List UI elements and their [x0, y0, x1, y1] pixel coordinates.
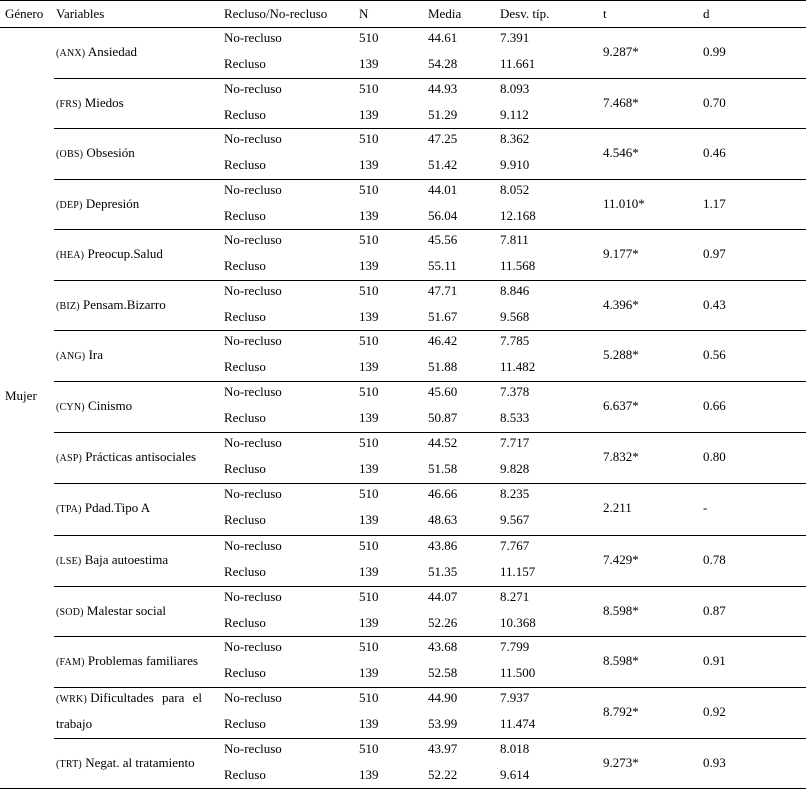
desv-value: 8.362 [500, 131, 530, 146]
group-label: Recluso [224, 359, 266, 374]
n-value: 510 [359, 435, 379, 450]
variable-label [56, 690, 202, 707]
n-value: 510 [359, 30, 379, 45]
genero-value: Mujer [5, 388, 37, 403]
table-bottom-rule [0, 788, 806, 789]
media-value: 43.68 [428, 639, 458, 654]
media-value: 53.99 [428, 716, 458, 731]
variable-name: Negat. al tratamiento [85, 755, 195, 770]
variable-name: Pdad.Tipo A [84, 500, 151, 515]
media-value: 44.52 [428, 435, 458, 450]
t-value: 8.598* [603, 653, 639, 668]
n-value: 139 [359, 359, 379, 374]
row-divider [54, 78, 806, 79]
t-value: 6.637* [603, 398, 639, 413]
d-value: 0.66 [703, 398, 726, 413]
variable-label [56, 44, 137, 61]
group-label: Recluso [224, 767, 266, 782]
group-label: Recluso [224, 258, 266, 273]
desv-value: 8.846 [500, 283, 530, 298]
n-value: 139 [359, 208, 379, 223]
media-value: 50.87 [428, 410, 458, 425]
variable-abbr: (SOD) [56, 607, 84, 618]
media-value: 44.90 [428, 690, 458, 705]
t-value: 7.468* [603, 95, 639, 110]
group-label: No-recluso [224, 283, 282, 298]
variable-label [56, 347, 103, 364]
media-value: 47.25 [428, 131, 458, 146]
n-value: 139 [359, 157, 379, 172]
desv-value: 8.093 [500, 81, 530, 96]
variable-abbr: (TRT) [56, 759, 82, 770]
group-label: Recluso [224, 309, 266, 324]
header-d: d [703, 6, 710, 21]
group-label: No-recluso [224, 435, 282, 450]
variable-abbr: (BIZ) [56, 301, 80, 312]
t-value: 11.010* [603, 196, 645, 211]
media-value: 48.63 [428, 512, 458, 527]
row-divider [54, 687, 806, 688]
group-label: No-recluso [224, 589, 282, 604]
table-top-rule [0, 0, 806, 1]
group-label: Recluso [224, 208, 266, 223]
group-label: No-recluso [224, 384, 282, 399]
n-value: 510 [359, 486, 379, 501]
row-divider [54, 738, 806, 739]
header-desv: Desv. típ. [500, 6, 550, 21]
media-value: 46.66 [428, 486, 458, 501]
desv-value: 7.785 [500, 333, 530, 348]
d-value: 0.92 [703, 704, 726, 719]
variable-name: Malestar social [86, 603, 166, 618]
header-variables: Variables [56, 6, 105, 21]
variable-abbr: (WRK) [56, 694, 87, 705]
group-label: No-recluso [224, 486, 282, 501]
variable-abbr: (FAM) [56, 657, 85, 668]
group-label: No-recluso [224, 232, 282, 247]
n-value: 510 [359, 538, 379, 553]
desv-value: 11.482 [500, 359, 536, 374]
group-label: Recluso [224, 56, 266, 71]
media-value: 52.22 [428, 767, 458, 782]
n-value: 139 [359, 309, 379, 324]
t-value: 8.598* [603, 603, 639, 618]
media-value: 46.42 [428, 333, 458, 348]
variable-abbr: (ASP) [56, 453, 83, 464]
n-value: 139 [359, 767, 379, 782]
variable-abbr: (DEP) [56, 200, 83, 211]
media-value: 45.56 [428, 232, 458, 247]
media-value: 51.88 [428, 359, 458, 374]
n-value: 510 [359, 384, 379, 399]
desv-value: 8.018 [500, 741, 530, 756]
group-label: No-recluso [224, 333, 282, 348]
variable-label [56, 500, 150, 517]
desv-value: 11.500 [500, 665, 536, 680]
group-label: Recluso [224, 410, 266, 425]
d-value: 0.87 [703, 603, 726, 618]
group-label: No-recluso [224, 690, 282, 705]
variable-label [56, 755, 195, 772]
n-value: 510 [359, 81, 379, 96]
group-label: No-recluso [224, 131, 282, 146]
n-value: 510 [359, 232, 379, 247]
variable-label [56, 552, 168, 569]
n-value: 510 [359, 589, 379, 604]
variable-name: Problemas familiares [87, 653, 198, 668]
header-rule [0, 27, 806, 28]
media-value: 47.71 [428, 283, 458, 298]
group-label: Recluso [224, 564, 266, 579]
variable-name: Cinismo [88, 398, 133, 413]
desv-value: 9.568 [500, 309, 530, 324]
t-value: 9.177* [603, 246, 639, 261]
t-value: 4.546* [603, 145, 639, 160]
variable-label [56, 246, 163, 263]
media-value: 43.86 [428, 538, 458, 553]
row-divider [54, 179, 806, 180]
desv-value: 10.368 [500, 615, 536, 630]
desv-value: 12.168 [500, 208, 536, 223]
row-divider [54, 636, 806, 637]
group-label: Recluso [224, 512, 266, 527]
d-value: 1.17 [703, 196, 726, 211]
media-value: 55.11 [428, 258, 457, 273]
media-value: 52.26 [428, 615, 458, 630]
d-value: 0.80 [703, 449, 726, 464]
media-value: 51.58 [428, 461, 458, 476]
header-t: t [603, 6, 607, 21]
desv-value: 7.937 [500, 690, 530, 705]
group-label: No-recluso [224, 538, 282, 553]
desv-value: 9.567 [500, 512, 530, 527]
variable-name: Obsesión [86, 145, 135, 160]
media-value: 51.35 [428, 564, 458, 579]
n-value: 510 [359, 639, 379, 654]
group-label: Recluso [224, 615, 266, 630]
desv-value: 8.271 [500, 589, 530, 604]
n-value: 510 [359, 283, 379, 298]
n-value: 139 [359, 512, 379, 527]
variable-name-continued: trabajo [56, 716, 93, 731]
media-value: 44.07 [428, 589, 458, 604]
variable-name: Ansiedad [87, 44, 137, 59]
n-value: 139 [359, 461, 379, 476]
media-value: 54.28 [428, 56, 458, 71]
header-genero: Género [5, 6, 44, 21]
desv-value: 7.378 [500, 384, 530, 399]
desv-value: 9.112 [500, 107, 529, 122]
media-value: 56.04 [428, 208, 458, 223]
d-value: 0.70 [703, 95, 726, 110]
variable-abbr: (FRS) [56, 99, 82, 110]
variable-name: Depresión [85, 196, 140, 211]
media-value: 44.61 [428, 30, 458, 45]
t-value: 5.288* [603, 347, 639, 362]
media-value: 51.29 [428, 107, 458, 122]
group-label: Recluso [224, 665, 266, 680]
variable-label [56, 603, 166, 620]
n-value: 510 [359, 131, 379, 146]
n-value: 510 [359, 741, 379, 756]
variable-name: Prácticas antisociales [85, 449, 197, 464]
d-value: 0.97 [703, 246, 726, 261]
header-n: N [359, 6, 369, 21]
row-divider [54, 483, 806, 484]
media-value: 44.93 [428, 81, 458, 96]
desv-value: 7.391 [500, 30, 530, 45]
t-value: 7.429* [603, 552, 639, 567]
t-value: 9.287* [603, 44, 639, 59]
desv-value: 7.767 [500, 538, 530, 553]
variable-abbr: (HEA) [56, 250, 85, 261]
n-value: 139 [359, 716, 379, 731]
n-value: 139 [359, 410, 379, 425]
row-divider [54, 128, 806, 129]
group-label: No-recluso [224, 639, 282, 654]
variable-abbr: (TPA) [56, 504, 82, 515]
variable-label [56, 196, 139, 213]
variable-abbr: (OBS) [56, 149, 84, 160]
t-value: 8.792* [603, 704, 639, 719]
n-value: 139 [359, 56, 379, 71]
header-media: Media [428, 6, 462, 21]
desv-value: 7.811 [500, 232, 529, 247]
d-value: 0.99 [703, 44, 726, 59]
variable-abbr: (ANG) [56, 351, 86, 362]
desv-value: 11.474 [500, 716, 536, 731]
desv-value: 9.828 [500, 461, 530, 476]
variable-label [56, 653, 198, 670]
desv-value: 8.052 [500, 182, 530, 197]
d-value: - [703, 500, 708, 515]
n-value: 139 [359, 107, 379, 122]
desv-value: 11.568 [500, 258, 536, 273]
d-value: 0.93 [703, 755, 726, 770]
group-label: No-recluso [224, 741, 282, 756]
desv-value: 8.235 [500, 486, 530, 501]
n-value: 510 [359, 333, 379, 348]
group-label: No-recluso [224, 30, 282, 45]
desv-value: 11.157 [500, 564, 536, 579]
variable-abbr: (ANX) [56, 48, 86, 59]
n-value: 510 [359, 182, 379, 197]
variable-name: Dificultades para el [90, 690, 203, 705]
d-value: 0.46 [703, 145, 726, 160]
media-value: 45.60 [428, 384, 458, 399]
variable-abbr: (CYN) [56, 402, 85, 413]
n-value: 139 [359, 665, 379, 680]
group-label: Recluso [224, 716, 266, 731]
group-label: Recluso [224, 157, 266, 172]
desv-value: 7.717 [500, 435, 530, 450]
row-divider [54, 586, 806, 587]
d-value: 0.56 [703, 347, 726, 362]
t-value: 7.832* [603, 449, 639, 464]
row-divider [54, 381, 806, 382]
t-value: 4.396* [603, 297, 639, 312]
group-label: Recluso [224, 461, 266, 476]
group-label: No-recluso [224, 182, 282, 197]
media-value: 44.01 [428, 182, 458, 197]
row-divider [54, 330, 806, 331]
group-label: Recluso [224, 107, 266, 122]
variable-label [56, 398, 132, 415]
desv-value: 9.910 [500, 157, 530, 172]
variable-name: Ira [88, 347, 104, 362]
n-value: 510 [359, 690, 379, 705]
variable-abbr: (LSE) [56, 556, 82, 567]
variable-label [56, 95, 124, 112]
row-divider [54, 229, 806, 230]
row-divider [54, 432, 806, 433]
desv-value: 7.799 [500, 639, 530, 654]
d-value: 0.43 [703, 297, 726, 312]
row-divider [54, 280, 806, 281]
variable-name: Miedos [84, 95, 124, 110]
t-value: 2.211 [603, 500, 632, 515]
variable-label [56, 145, 135, 162]
variable-label [56, 449, 196, 466]
row-divider [54, 535, 806, 536]
n-value: 139 [359, 564, 379, 579]
variable-name: Pensam.Bizarro [83, 297, 166, 312]
variable-label [56, 297, 166, 314]
variable-name: Baja autoestima [84, 552, 169, 567]
media-value: 51.67 [428, 309, 458, 324]
desv-value: 9.614 [500, 767, 530, 782]
media-value: 43.97 [428, 741, 458, 756]
d-value: 0.78 [703, 552, 726, 567]
d-value: 0.91 [703, 653, 726, 668]
media-value: 51.42 [428, 157, 458, 172]
desv-value: 8.533 [500, 410, 530, 425]
media-value: 52.58 [428, 665, 458, 680]
n-value: 139 [359, 615, 379, 630]
variable-name: Preocup.Salud [87, 246, 163, 261]
n-value: 139 [359, 258, 379, 273]
header-grupo: Recluso/No-recluso [224, 6, 328, 21]
group-label: No-recluso [224, 81, 282, 96]
t-value: 9.273* [603, 755, 639, 770]
desv-value: 11.661 [500, 56, 536, 71]
